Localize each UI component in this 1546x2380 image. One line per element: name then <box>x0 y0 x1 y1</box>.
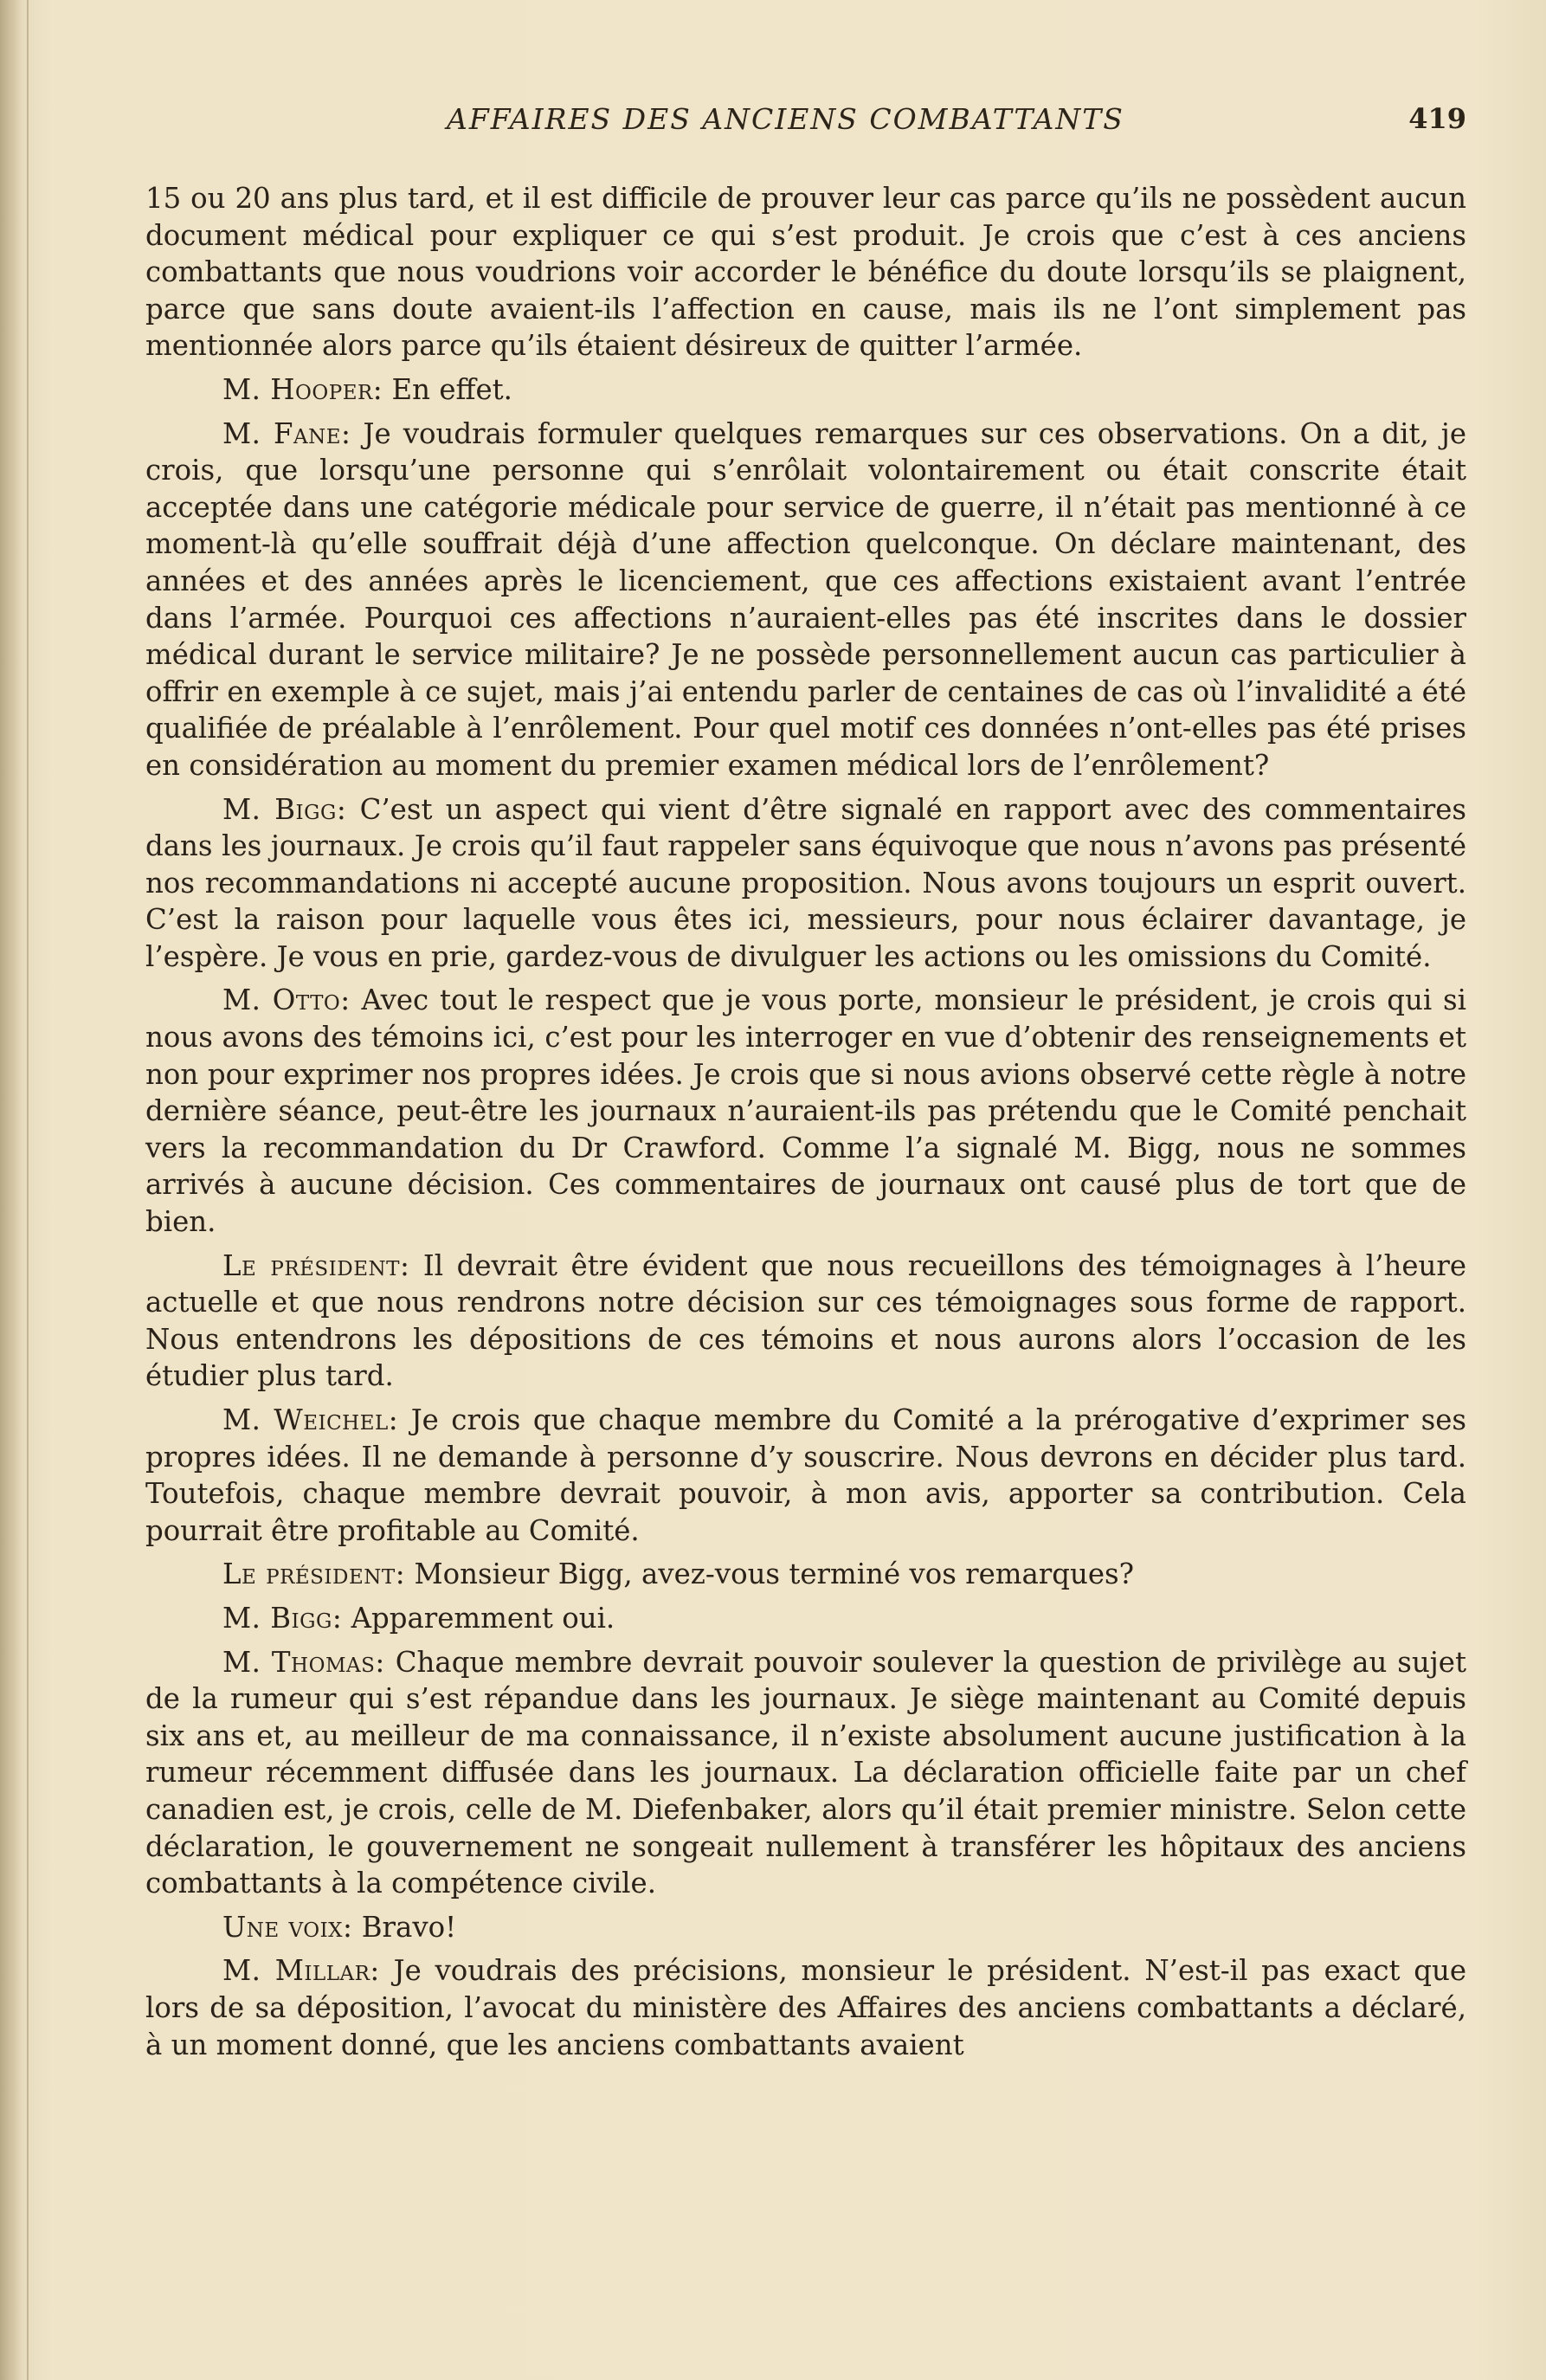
running-header <box>145 102 1466 151</box>
paragraph-text: En effet. <box>391 372 512 406</box>
paragraph-text: Je voudrais des précisions, monsieur le président. N’est-il pas exact que lors de sa déposition, l’avocat du ministère des Affaires des anciens combattants a déclaré, à un moment donné, que les anciens combattants avaient <box>145 1954 1466 2061</box>
paragraph-text: Chaque membre devrait pouvoir soulever la question de privilège au sujet de la rumeur qui s’est répandue dans les journaux. Je siège maintenant au Comité depuis six ans et, au meilleur de ma connaissance, il n’existe absolument aucune justification à la rumeur récemment diffusée dans les journaux. La déclaration officielle faite par un chef canadien est, je crois, celle de M. Diefenbaker, alors qu’il était premier ministre. Selon cette déclaration, le gouvernement ne songeait nullement à transférer les hôpitaux des anciens combattants à la compétence civile. <box>145 1645 1466 1900</box>
speaker-name: M. Bigg: <box>222 1601 343 1635</box>
paragraph-weichel <box>145 1402 1466 1549</box>
speaker-name: Une voix: <box>222 1910 353 1944</box>
paragraph-text: Bravo! <box>361 1910 457 1944</box>
paragraph-text: 15 ou 20 ans plus tard, et il est difficile de prouver leur cas parce qu’ils ne possèdent aucun document médical pour expliquer ce qui s’est produit. Je crois que c’est à ces anciens combattants que nous voudrions voir accorder le bénéfice du doute lorsqu’ils se plaignent, parce que sans doute avaient-ils l’affection en cause, mais ils ne l’ont simplement pas mentionnée alors parce qu’ils étaient désireux de quitter l’armée. <box>145 182 1466 363</box>
speaker-name: M. Bigg: <box>222 792 347 826</box>
paragraph-thomas <box>145 1644 1466 1902</box>
running-title: AFFAIRES DES ANCIENS COMBATTANTS <box>447 102 1124 136</box>
page-binding-shadow <box>0 0 23 2380</box>
speaker-name: M. Weichel: <box>222 1403 399 1436</box>
speaker-name: M. Hooper: <box>222 372 383 406</box>
paragraph-text: Avec tout le respect que je vous porte, monsieur le président, je crois qui si nous avons des témoins ici, c’est pour les interroger en vue d’obtenir des renseignements et non pour exprimer nos propres idées. Je crois que si nous avions observé cette règle à notre dernière séance, peut-être les journaux n’auraient-ils pas prétendu que le Comité penchait vers la recommandation du Dr Crawford. Comme l’a signalé M. Bigg, nous ne sommes arrivés à aucune décision. Ces commentaires de journaux ont causé plus de tort que de bien. <box>145 984 1466 1239</box>
paragraph-bigg-reply <box>145 1600 1466 1637</box>
speaker-name: M. Thomas: <box>222 1645 385 1679</box>
paragraph-otto <box>145 982 1466 1240</box>
paragraph-president-question <box>145 1556 1466 1593</box>
paragraph-continuation <box>145 180 1466 364</box>
speaker-name: M. Fane: <box>222 416 351 450</box>
binding-line <box>27 0 29 2380</box>
paragraph-text: Monsieur Bigg, avez-vous terminé vos remarques? <box>414 1558 1135 1591</box>
transcript-body <box>145 180 1466 2070</box>
paragraph-bigg <box>145 791 1466 976</box>
paragraph-text: Je crois que chaque membre du Comité a la prérogative d’exprimer ses propres idées. Il ne demande à personne d’y souscrire. Nous devrons en décider plus tard. Toutefois, chaque membre devrait pouvoir, à mon avis, apporter sa contribution. Cela pourrait être profitable au Comité. <box>145 1403 1467 1547</box>
speaker-name: M. Millar: <box>222 1954 380 1988</box>
paragraph-text: Apparemment oui. <box>351 1601 615 1635</box>
paragraph-text: C’est un aspect qui vient d’être signalé en rapport avec des commentaires dans les journaux. Je crois qu’il faut rappeler sans équivoque que nous n’avons pas présenté nos recommandations ni accepté aucune proposition. Nous avons toujours un esprit ouvert. C’est la raison pour laquelle vous êtes ici, messieurs, pour nous éclairer davantage, je l’espère. Je vous en prie, gardez-vous de divulguer les actions ou les omissions du Comité. <box>145 792 1466 973</box>
speaker-name: Le président: <box>222 1558 406 1591</box>
page-number: 419 <box>1408 102 1466 135</box>
speaker-name: M. Otto: <box>222 984 351 1017</box>
paragraph-text: Je voudrais formuler quelques remarques sur ces observations. On a dit, je crois, que lorsqu’une personne qui s’enrôlait volontairement ou était conscrite était acceptée dans une catégorie médicale pour service de guerre, il n’était pas mentionné à ce moment-là qu’elle souffrait déjà d’une affection quelconque. On déclare maintenant, des années et des années après le licenciement, que ces affections existaient avant l’entrée dans l’armée. Pourquoi ces affections n’auraient-elles pas été inscrites dans le dossier médical durant le service militaire? Je ne possède personnellement aucun cas particulier à offrir en exemple à ce sujet, mais j’ai entendu parler de centaines de cas où l’invalidité a été qualifiée de préalable à l’enrôlement. Pour quel motif ces données n’ont-elles pas été prises en considération au moment du premier examen médical lors de l’enrôlement? <box>145 416 1467 782</box>
paragraph-hooper <box>145 371 1466 409</box>
paragraph-president <box>145 1248 1466 1395</box>
speaker-name: Le président: <box>222 1248 410 1282</box>
paragraph-millar <box>145 1952 1466 2063</box>
paragraph-fane <box>145 416 1466 784</box>
paragraph-text: Il devrait être évident que nous recueillons des témoignages à l’heure actuelle et que nous rendrons notre décision sur ces témoignages sous forme de rapport. Nous entendrons les dépositions de ces témoins et nous aurons alors l’occasion de les étudier plus tard. <box>145 1248 1466 1393</box>
paragraph-voice <box>145 1909 1466 1946</box>
